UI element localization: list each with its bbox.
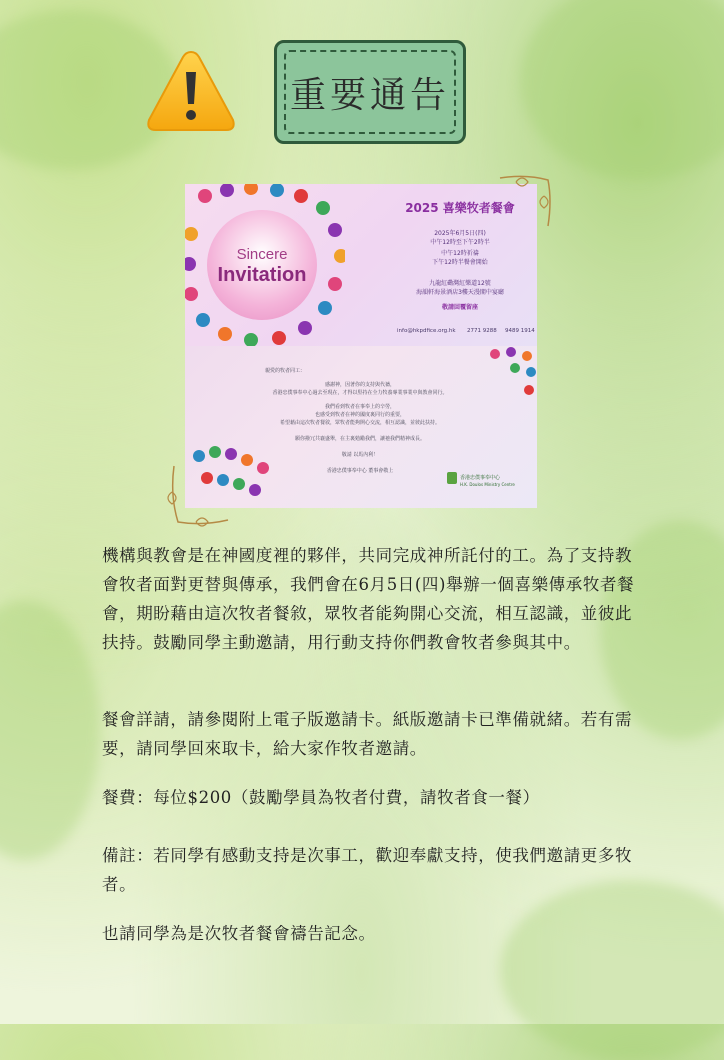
event-date: 2025年6月5日(四) bbox=[434, 230, 486, 237]
event-line-prayer: 中午12時祈禱 bbox=[441, 250, 479, 257]
letter-line: 敬請 以馬內利！ bbox=[341, 452, 379, 458]
org-name-en: H.K. Doulos Ministry Centre bbox=[460, 482, 515, 487]
background-leaf bbox=[520, 0, 724, 180]
paragraph-fee: 餐費：每位$200（鼓勵學員為牧者付費，請牧者食一餐） bbox=[102, 788, 540, 807]
letter-signature: 香港忠僕事奉中心 董事會敬上 bbox=[326, 468, 394, 474]
letter-line: 香港忠僕事奉中心過去至現在，才得以堅持在全力牧養專業事業中與教會同行。 bbox=[272, 390, 448, 396]
ornament-corner-icon bbox=[166, 462, 232, 530]
contact-email: info@hkpdfice.org.hk bbox=[397, 328, 456, 334]
letter-line: 希望藉由這次牧者餐敘，眾牧者能夠開心交流，相互認識，並彼此扶持。 bbox=[279, 420, 440, 426]
people-corner-graphic bbox=[485, 346, 537, 406]
org-logo-icon bbox=[447, 472, 457, 484]
letter-greeting: 親愛的牧者同工： bbox=[265, 368, 306, 374]
warning-icon bbox=[146, 48, 236, 134]
background-leaf bbox=[0, 600, 100, 860]
event-line-start: 下午12時半餐會開始 bbox=[432, 259, 488, 266]
event-address-1: 九龍紅磡灣紅樂道12號 bbox=[429, 280, 491, 287]
title-inner-frame bbox=[284, 50, 456, 134]
event-time: 中午12時至下午2時半 bbox=[430, 239, 490, 246]
letter-line: 願你撥冗共襄盛舉，在主裏勉勵我們，讓祂我們精神成長。 bbox=[294, 436, 425, 442]
title-box bbox=[274, 40, 466, 144]
page-title: 重要通告 bbox=[289, 74, 450, 116]
sincere-invitation-badge bbox=[207, 210, 317, 320]
letter-line: 感謝神，因著你的支持與代禱， bbox=[324, 382, 395, 388]
paragraph-intro: 機構與教會是在神國度裡的夥伴，共同完成神所託付的工。為了支持教會牧者面對更替與傳承，我們會在6月5日(四)舉辦一個喜樂傳承牧者餐會，期盼藉由這次牧者餐敘，眾牧者能夠開心交流，相互認識，並彼此扶持。鼓勵同學主動邀請，用行動支持你們教會牧者參與其中。 bbox=[102, 546, 635, 652]
letter-line: 也感受到牧者在神的國度裏同行的重要， bbox=[314, 412, 405, 418]
background-leaf bbox=[500, 880, 724, 1060]
card-title: 2025 喜樂牧者餐會 bbox=[405, 201, 515, 215]
invitation-text: Invitation bbox=[217, 264, 307, 286]
paragraph-note: 備註：若同學有感動支持是次事工，歡迎奉獻支持，使我們邀請更多牧者。 bbox=[102, 846, 633, 894]
rsvp-text: 敬請回覆留座 bbox=[441, 304, 478, 311]
paragraph-prayer: 也請同學為是次牧者餐會禱告記念。 bbox=[102, 924, 376, 943]
org-name: 香港忠僕事奉中心 bbox=[460, 475, 501, 481]
invitation-card-letter bbox=[185, 346, 537, 508]
contact-phone-2: 9489 1914 bbox=[505, 328, 535, 334]
event-address-2: 海韻軒海景酒店3樓天漫閣中宴廳 bbox=[416, 289, 504, 296]
letter-line: 我們看到牧者在事奉上的辛勞， bbox=[324, 404, 395, 410]
invitation-card-front bbox=[185, 184, 537, 346]
sincere-text: Sincere bbox=[236, 246, 288, 263]
contact-phone-1: 2771 9288 bbox=[467, 328, 497, 334]
paragraph-details: 餐會詳請，請參閱附上電子版邀請卡。紙版邀請卡已準備就緒。若有需要，請同學回來取卡，給大家作牧者邀請。 bbox=[102, 710, 633, 758]
ornament-corner-icon bbox=[496, 170, 556, 230]
